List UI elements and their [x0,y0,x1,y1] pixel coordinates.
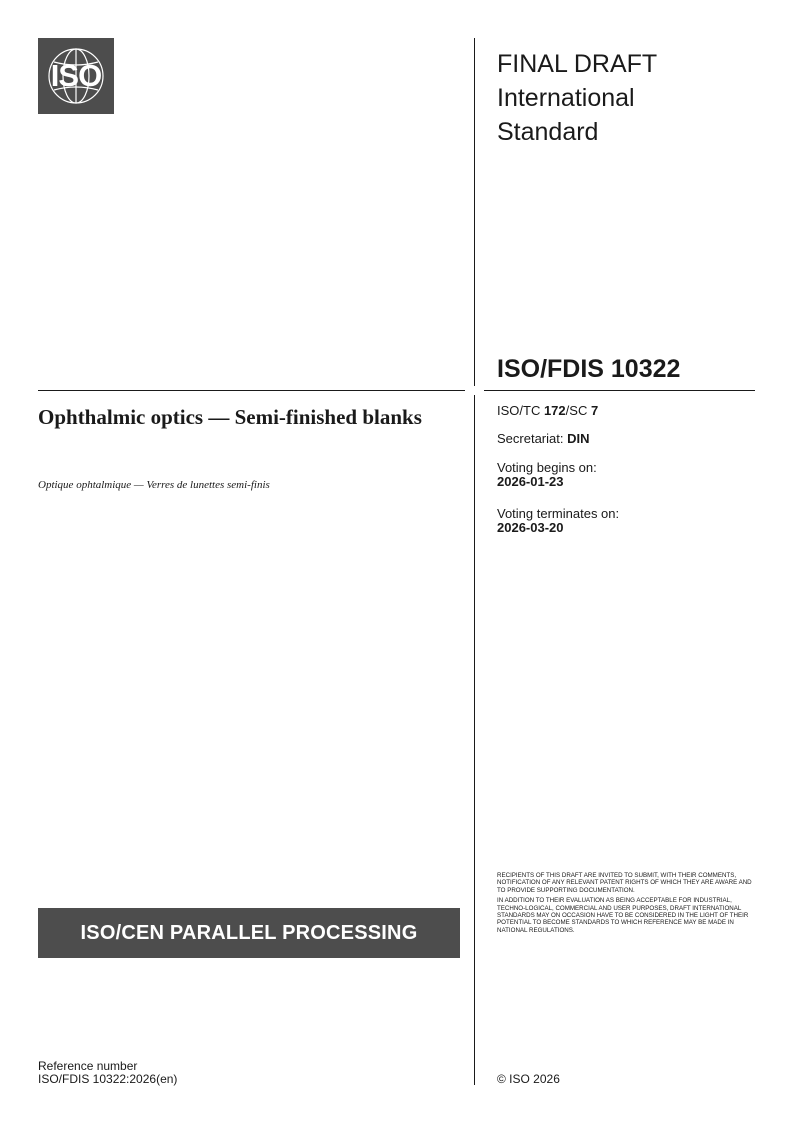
reference-label: Reference number [38,1059,138,1073]
reference-number [38,1060,177,1086]
document-number: ISO/FDIS 10322 [497,355,681,383]
horizontal-rule-right [484,390,755,391]
horizontal-rule-left [38,390,465,391]
draft-notice [497,872,755,937]
notice-paragraph-2: IN ADDITION TO THEIR EVALUATION AS BEING ACCEPTABLE FOR INDUSTRIAL, TECHNO-LOGICAL, COMMERCIAL AND USER PURPOSES, DRAFT INTERNATIONAL STANDARDS MAY ON OCCASION HAVE TO BE CONSIDERED IN THE LIGHT OF THEIR POTENTIAL TO BECOME STANDARDS TO WHICH REFERENCE MAY BE MADE IN NATIONAL REGULATIONS. [497,897,749,934]
secretariat-label: Secretariat: [497,431,568,446]
stage-line-2: International [497,84,635,112]
parallel-processing-banner: ISO/CEN PARALLEL PROCESSING [38,908,460,958]
reference-value: ISO/FDIS 10322:2026(en) [38,1072,178,1086]
document-title: Ophthalmic optics — Semi-finished blanks [38,405,422,429]
vertical-divider-bottom [474,395,475,1085]
logo-text: ISO [50,58,102,93]
secretariat-value: DIN [567,431,590,446]
voting-ends-date [497,520,564,535]
stage-line-3: Standard [497,118,599,146]
stage-line-1: FINAL DRAFT [497,50,658,78]
notice-paragraph-1: RECIPIENTS OF THIS DRAFT ARE INVITED TO SUBMIT, WITH THEIR COMMENTS, NOTIFICATION OF ANY RELEVANT PATENT RIGHTS OF WHICH THEY ARE AWARE AND TO PROVIDE SUPPORTING DOCUMENTATION. [497,872,752,894]
vertical-divider-top [474,38,475,386]
committee-prefix: ISO/TC [497,403,544,418]
voting-begins-label: Voting begins on: [497,460,597,475]
voting-ends-date-value: 2026-03-20 [497,520,564,535]
sc-prefix: /SC [565,403,591,418]
voting-ends-label: Voting terminates on: [497,506,620,521]
sc-number: 7 [590,403,599,418]
voting-begins-date-value: 2026-01-23 [497,474,564,489]
french-title: Optique ophtalmique — Verres de lunettes semi-finis [38,479,270,491]
committee-line [497,403,598,418]
secretariat-line [497,431,589,446]
voting-begins-date [497,474,564,489]
copyright: © ISO 2026 [497,1072,560,1086]
tc-number: 172 [543,403,566,418]
document-stage [497,47,767,149]
iso-logo [38,38,114,114]
